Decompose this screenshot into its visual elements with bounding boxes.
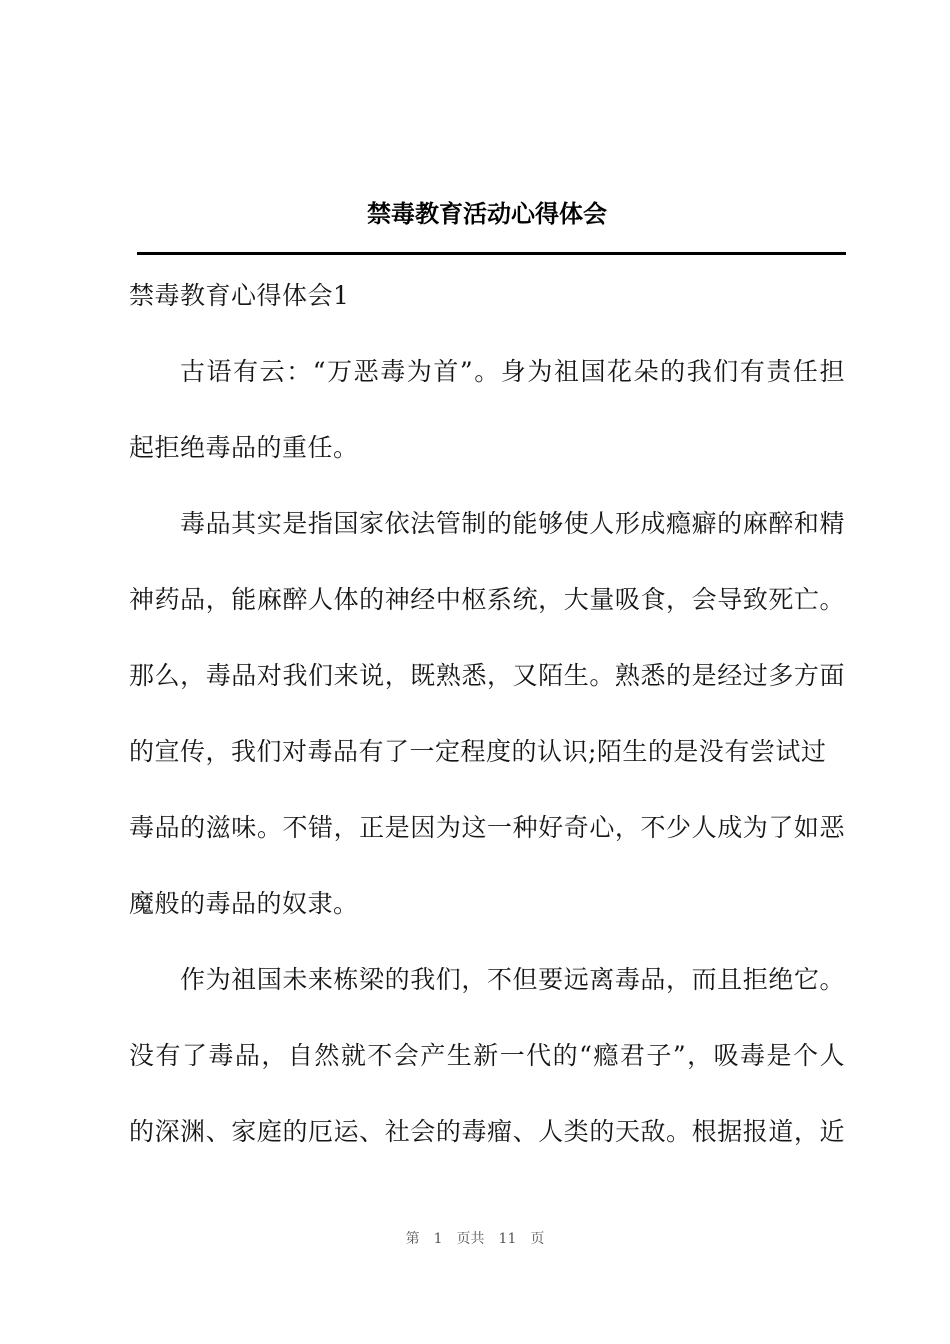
paragraph-line: 没有了毒品，自然就不会产生新一代的“瘾君子”，吸毒是个人 xyxy=(129,1041,845,1070)
paragraph-line: 那么，毒品对我们来说，既熟悉，又陌生。熟悉的是经过多方面 xyxy=(129,661,845,690)
paragraph-line: 神药品，能麻醉人体的神经中枢系统，大量吸食，会导致死亡。 xyxy=(129,585,845,614)
footer-total-suffix: 页 xyxy=(530,1231,545,1247)
paragraph-line: 起拒绝毒品的重任。 xyxy=(129,433,359,462)
paragraph-line: 的宣传，我们对毒品有了一定程度的认识;陌生的是没有尝试过 xyxy=(129,737,827,766)
title-underline-rule xyxy=(137,252,846,255)
footer-page-number: 1 xyxy=(433,1231,443,1247)
paragraph-line: 毒品的滋味。不错，正是因为这一种好奇心，不少人成为了如恶 xyxy=(129,813,845,842)
footer-total-pages: 11 xyxy=(498,1231,517,1247)
section-heading: 禁毒教育心得体会1 xyxy=(129,281,350,310)
paragraph-line: 魔般的毒品的奴隶。 xyxy=(129,889,359,918)
paragraph-line: 作为祖国未来栋梁的我们，不但要远离毒品，而且拒绝它。 xyxy=(180,965,845,994)
paragraph-line: 毒品其实是指国家依法管制的能够使人形成瘾癖的麻醉和精 xyxy=(180,509,845,538)
document-title: 禁毒教育活动心得体会 xyxy=(367,200,607,228)
footer-page-suffix: 页共 xyxy=(456,1231,485,1247)
page-footer xyxy=(0,1229,950,1249)
paragraph-line: 古语有云：“万恶毒为首”。身为祖国花朵的我们有责任担 xyxy=(180,357,845,386)
document-body xyxy=(129,276,845,1188)
paragraph-line: 的深渊、家庭的厄运、社会的毒瘤、人类的天敌。根据报道，近 xyxy=(129,1117,845,1146)
footer-page-word: 第 xyxy=(405,1231,420,1247)
